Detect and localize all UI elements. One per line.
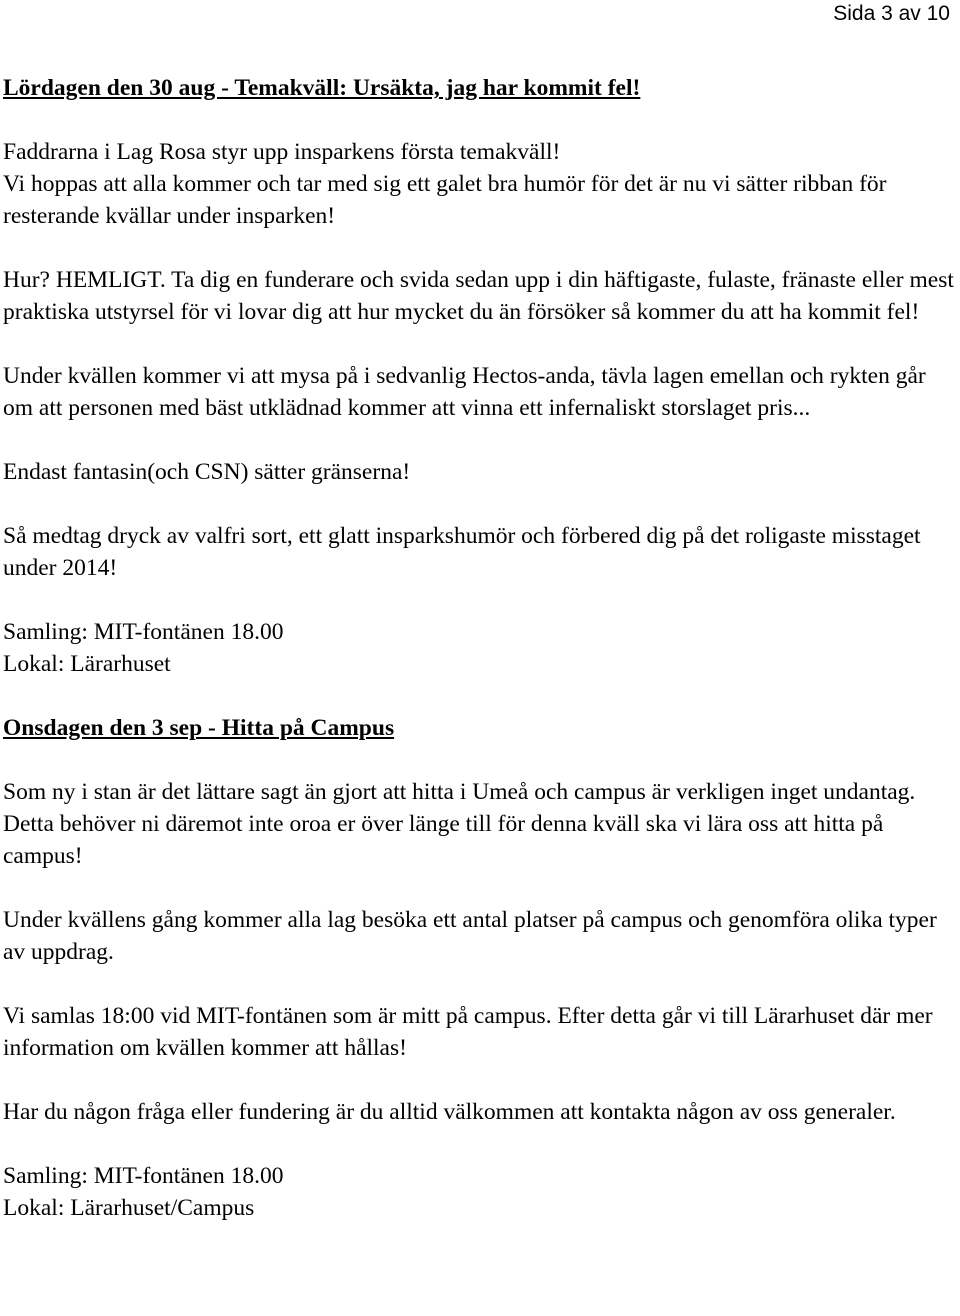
paragraph: Endast fantasin(och CSN) sätter gränserna! xyxy=(3,459,411,485)
section-heading: Lördagen den 30 aug - Temakväll: Ursäkta, jag har kommit fel! xyxy=(3,75,641,101)
document-body xyxy=(3,72,958,1224)
paragraph: Har du någon fråga eller fundering är du alltid välkommen att kontakta någon av oss generaler. xyxy=(3,1099,896,1125)
meeting-point: Samling: MIT-fontänen 18.00 xyxy=(3,619,284,645)
meeting-point: Samling: MIT-fontänen 18.00 xyxy=(3,1163,284,1189)
paragraph: Som ny i stan är det lättare sagt än gjort att hitta i Umeå och campus är verkligen inget undantag. Detta behöver ni däremot inte oroa er över länge till för denna kväll ska vi lära oss att hitta på campus! xyxy=(3,779,916,869)
paragraph: Faddrarna i Lag Rosa styr upp insparkens första temakväll! xyxy=(3,139,561,165)
paragraph: Vi hoppas att alla kommer och tar med sig ett galet bra humör för det är nu vi sätter ribban för resterande kvällar under insparken! xyxy=(3,171,887,229)
event-section-hitta-pa-campus xyxy=(3,712,958,1224)
section-heading: Onsdagen den 3 sep - Hitta på Campus xyxy=(3,715,395,741)
paragraph: Hur? HEMLIGT. Ta dig en funderare och svida sedan upp i din häftigaste, fulaste, fränaste eller mest praktiska utstyrsel för vi lovar dig att hur mycket du än försöker så kommer du att ha kommit fel! xyxy=(3,267,954,325)
page-number: Sida 3 av 10 xyxy=(833,2,950,25)
venue: Lokal: Lärarhuset/Campus xyxy=(3,1195,255,1221)
paragraph: Under kvällen kommer vi att mysa på i sedvanlig Hectos-anda, tävla lagen emellan och rykten går om att personen med bäst utklädnad kommer att vinna ett infernaliskt storslaget pris... xyxy=(3,363,926,421)
paragraph: Vi samlas 18:00 vid MIT-fontänen som är mitt på campus. Efter detta går vi till Lärarhuset där mer information om kvällen kommer att hållas! xyxy=(3,1003,933,1061)
paragraph: Under kvällens gång kommer alla lag besöka ett antal platser på campus och genomföra olika typer av uppdrag. xyxy=(3,907,937,965)
paragraph: Så medtag dryck av valfri sort, ett glatt insparkshumör och förbered dig på det roligaste misstaget under 2014! xyxy=(3,523,921,581)
event-section-temakvall xyxy=(3,72,958,680)
venue: Lokal: Lärarhuset xyxy=(3,651,171,677)
